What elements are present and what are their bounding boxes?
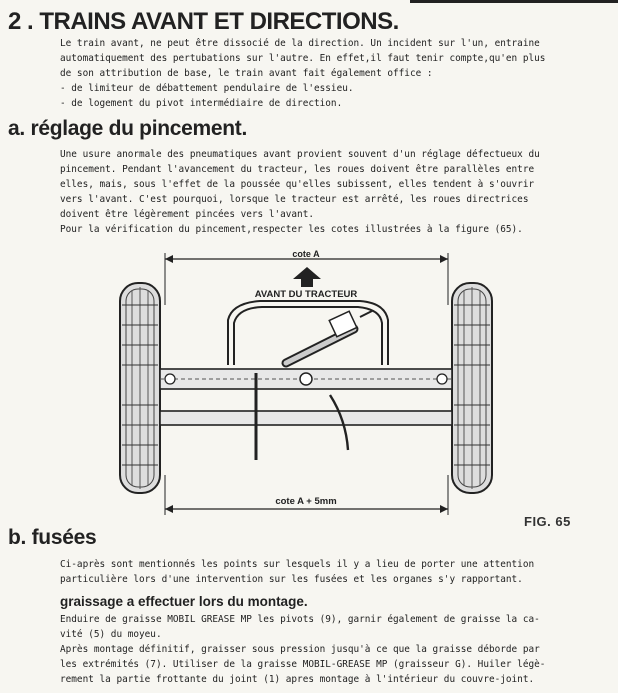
subsection-a-line: doivent être légèrement pincées vers l'avant. [60, 209, 314, 220]
section-title: 2 . TRAINS AVANT ET DIRECTIONS. [8, 8, 399, 35]
subsection-b-sub-line: les extrémités (7). Utiliser de la graisse MOBIL-GREASE MP (graisseur G). Huiler légè- [60, 659, 546, 670]
subsection-a-line: Une usure anormale des pneumatiques avant provient souvent d'un réglage défectueux du [60, 149, 540, 160]
left-wheel [120, 283, 160, 493]
intro-line: de son attribution de base, le train avant fait également office : [60, 68, 433, 79]
subsection-a-line: vers l'avant. C'est pourquoi, lorsque le tracteur est arrêté, les roues directrices [60, 194, 529, 205]
subsection-b-sub-line: Après montage définitif, graisser sous pression jusqu'à ce que la graisse déborde par [60, 644, 540, 655]
intro-line: - de logement du pivot intermédiaire de direction. [60, 98, 343, 109]
dimension-cote-a-plus-5mm [165, 475, 448, 515]
subsection-a-line: Pour la vérification du pincement,respecter les cotes illustrées à la figure (65). [60, 224, 523, 235]
intro-line: automatiquement des pertubations sur l'autre. En effet,il faut tenir compte,qu'en plus [60, 53, 546, 64]
subsection-a-line: pincement. Pendant l'avancement du tracteur, les roues doivent être parallèles entre [60, 164, 535, 175]
steering-cylinder [286, 311, 372, 363]
intro-paragraph [60, 36, 545, 111]
subsection-a-paragraph [60, 147, 540, 237]
subsection-b-title: b. fusées [8, 526, 97, 549]
subsection-b-sub-line: rement la partie frottante du joint (1) apres montage à l'intérieur du couvre-joint. [60, 674, 535, 685]
intro-line: Le train avant, ne peut être dissocié de la direction. Un incident sur l'un, entraine [60, 38, 540, 49]
axle-beam [160, 369, 452, 425]
subsection-b-sub-line: Enduire de graisse MOBIL GREASE MP les pivots (9), garnir également de graisse la ca- [60, 614, 540, 625]
subsection-a-line: elles, mais, sous l'effet de la poussée qu'elles subissent, elles tendent à s'ouvrir [60, 179, 535, 190]
subsection-b-sub-line: vité (5) du moyeu. [60, 629, 162, 640]
page-top-rule [410, 0, 618, 3]
cote-a-plus-5mm-label: cote A + 5mm [275, 496, 337, 507]
forward-arrow-icon [293, 267, 321, 287]
figure-caption: FIG. 65 [524, 514, 571, 529]
right-wheel [452, 283, 492, 493]
figure-65-front-axle-diagram [110, 245, 515, 525]
intro-line: - de limiteur de débattement pendulaire de l'essieu. [60, 83, 354, 94]
subsection-a-title: a. réglage du pincement. [8, 117, 248, 140]
direction-label: AVANT DU TRACTEUR [254, 289, 358, 300]
subsection-b-line: particulière lors d'une intervention sur les fusées et les organes s'y rapportant. [60, 574, 523, 585]
subsection-b-sub-paragraph [60, 612, 545, 687]
cote-a-label: cote A [292, 249, 320, 259]
subsection-b-subtitle: graissage a effectuer lors du montage. [60, 594, 308, 609]
subsection-b-paragraph [60, 557, 534, 587]
subsection-b-line: Ci-après sont mentionnés les points sur lesquels il y a lieu de porter une attention [60, 559, 535, 570]
